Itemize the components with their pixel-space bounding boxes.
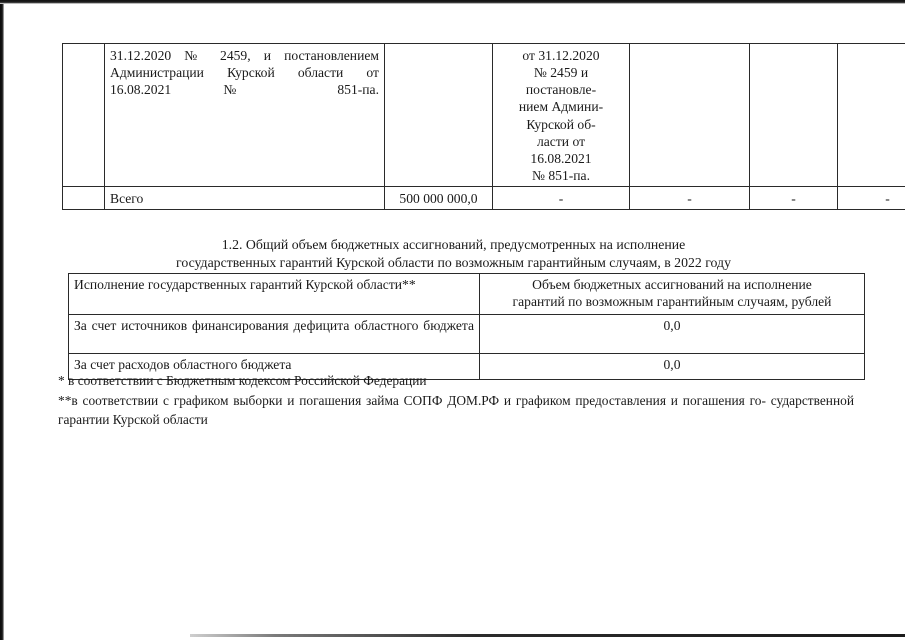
section-heading-1-2	[62, 236, 845, 273]
column-header-execution: Исполнение государственных гарантий Курской области**	[69, 274, 480, 315]
total-row-number-cell	[63, 187, 105, 210]
total-amount-cell: 500 000 000,0	[385, 187, 493, 210]
row-label-regional-expenses: За счет расходов областного бюджета	[69, 354, 480, 380]
year-2023-cell	[630, 44, 750, 187]
stacked-line: Курской об-	[526, 116, 596, 132]
footnote-1: * в соответствии с Бюджетным кодексом Российской Федерации	[58, 373, 427, 388]
year-2024-cell	[750, 44, 838, 187]
row-number-cell	[63, 44, 105, 187]
footnote-2-line-2: сударственной гарантии Курской области	[58, 393, 854, 428]
column-header-volume	[480, 274, 865, 315]
footnote-2	[58, 391, 854, 429]
row-value-regional-expenses: 0,0	[480, 354, 865, 380]
section-heading-line-1: 1.2. Общий объем бюджетных ассигнований, предусмотренных на исполнение	[221, 237, 686, 252]
guarantee-assignments-table	[68, 273, 865, 380]
stacked-line: ласти от	[536, 133, 586, 149]
table-row	[63, 44, 905, 187]
stacked-line: от 31.12.2020	[522, 48, 600, 63]
year-2025-cell	[838, 44, 905, 187]
row-value-deficit-sources: 0,0	[480, 315, 865, 354]
footnotes-block	[58, 371, 854, 430]
total-dash-cell-3: -	[750, 187, 838, 210]
row-label-deficit-sources: За счет источников финансирования дефицита областного бюджета	[69, 315, 480, 354]
table-row	[69, 315, 865, 354]
total-dash-cell-2: -	[630, 187, 750, 210]
stacked-line: нием Админи-	[518, 99, 604, 115]
stacked-line: 16.08.2021	[530, 150, 592, 166]
total-dash-cell-1: -	[493, 187, 630, 210]
stacked-line: постановле-	[525, 82, 597, 98]
basis-document-narrow-cell	[493, 44, 630, 187]
stacked-line: № 2459 и	[533, 65, 589, 81]
table-row-total	[63, 187, 905, 210]
column-header-volume-line-2: гарантий по возможным гарантийным случаям, рублей	[512, 294, 832, 310]
basis-document-cell: 31.12.2020 № 2459, и постановлением Администрации Курской области от 16.08.2021 № 851-па.	[105, 44, 385, 187]
amount-cell	[385, 44, 493, 187]
column-header-volume-line-1: Объем бюджетных ассигнований на исполнение	[532, 277, 812, 292]
total-dash-cell-4: -	[838, 187, 905, 210]
budget-assignments-table	[62, 43, 905, 210]
table-header-row	[69, 274, 865, 315]
total-label-cell: Всего	[105, 187, 385, 210]
section-heading-line-2: государственных гарантий Курской области по возможным гарантийным случаям, в 2022 году	[176, 255, 731, 271]
stacked-line: № 851-па.	[532, 167, 590, 183]
footnote-2-line-1: **в соответствии с графиком выборки и погашения займа СОПФ ДОМ.РФ и графиком предоставления и погашения го-	[58, 393, 766, 409]
